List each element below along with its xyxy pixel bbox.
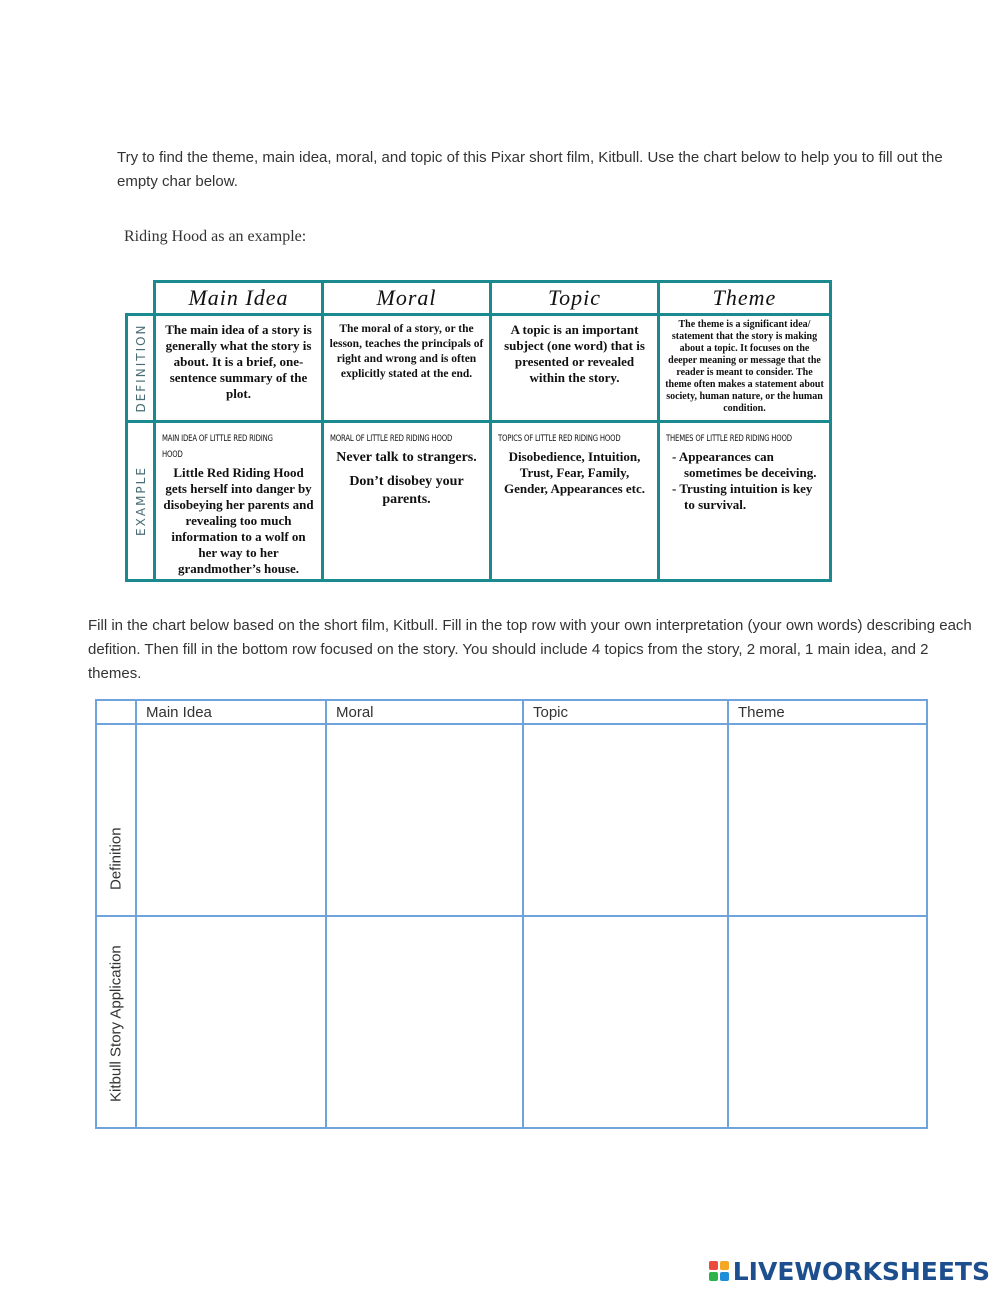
example-header-theme: Theme (659, 282, 831, 315)
example-cell-main-idea (155, 422, 323, 581)
example-definition-main-idea: The main idea of a story is generally what the story is about. It is a brief, one-sentence summary of the plot. (155, 315, 323, 422)
fill-row-label-definition: Definition (96, 724, 136, 916)
example-label-moral: MORAL OF LITTLE RED RIDING HOOD (330, 434, 453, 444)
answer-definition-theme[interactable] (728, 724, 927, 916)
example-moral-line: Never talk to strangers. (336, 450, 477, 465)
example-chart (125, 280, 829, 576)
fill-instructions: Fill in the chart below based on the short film, Kitbull. Fill in the top row with your own interpretation (your own words) describing each defition. Then fill in the bottom row focused on the story. You should include 4 topics from the story, 2 moral, 1 main idea, and 2 themes. (88, 617, 972, 682)
fill-header-topic: Topic (523, 700, 728, 724)
answer-definition-topic[interactable] (523, 724, 728, 916)
intro-instructions: Try to find the theme, main idea, moral, and topic of this Pixar short film, Kitbull. Use the chart below to help you to fill out the empty char below. (117, 149, 943, 190)
example-label-main-idea: MAIN IDEA OF LITTLE RED RIDING HOOD (162, 434, 273, 460)
example-theme-item: - Trusting intuition is key to survival. (672, 481, 813, 512)
example-cell-theme (659, 422, 831, 581)
answer-application-theme[interactable] (728, 916, 927, 1128)
liveworksheets-icon (709, 1261, 729, 1281)
example-cell-topic (491, 422, 659, 581)
example-label-topic: TOPICS OF LITTLE RED RIDING HOOD (498, 434, 621, 444)
example-text-topic: Disobedience, Intuition, Trust, Fear, Family, Gender, Appearances etc. (503, 449, 646, 496)
liveworksheets-logo (709, 1255, 990, 1287)
fill-header-main-idea: Main Idea (136, 700, 326, 724)
fill-corner (96, 700, 136, 724)
example-label-theme: THEMES OF LITTLE RED RIDING HOOD (666, 434, 792, 444)
liveworksheets-wordmark: LIVEWORKSHEETS (732, 1256, 990, 1286)
example-header-topic: Topic (491, 282, 659, 315)
answer-application-topic[interactable] (523, 916, 728, 1128)
example-corner (127, 282, 155, 315)
example-definition-moral: The moral of a story, or the lesson, teaches the principals of right and wrong and is often explicitly stated at the end. (323, 315, 491, 422)
fill-row-label-application: Kitbull Story Application (96, 916, 136, 1128)
example-header-main-idea: Main Idea (155, 282, 323, 315)
example-cell-moral (323, 422, 491, 581)
answer-application-moral[interactable] (326, 916, 523, 1128)
example-header-moral: Moral (323, 282, 491, 315)
fill-in-chart (95, 699, 928, 1129)
answer-application-main-idea[interactable] (136, 916, 326, 1128)
answer-definition-moral[interactable] (326, 724, 523, 916)
example-row-label-definition: DEFINITION (127, 315, 155, 422)
example-theme-item: - Appearances can sometimes be deceiving. (672, 449, 817, 480)
fill-header-theme: Theme (728, 700, 927, 724)
answer-definition-main-idea[interactable] (136, 724, 326, 916)
example-row-label-example: EXAMPLE (127, 422, 155, 581)
example-moral-line: Don’t disobey your parents. (349, 474, 464, 507)
example-definition-topic: A topic is an important subject (one word) that is presented or revealed within the story. (491, 315, 659, 422)
example-definition-theme: The theme is a significant idea/ statement that the story is making about a topic. It focuses on the deeper meaning or message that the reader is meant to consider. The theme often makes a statement about society, human nature, or the human condition. (659, 315, 831, 422)
example-text-main-idea: Little Red Riding Hood gets herself into danger by disobeying her parents and revealing too much information to a wolf on her way to her grandmother’s house. (163, 465, 314, 576)
fill-header-moral: Moral (326, 700, 523, 724)
example-caption: Riding Hood as an example: (124, 228, 307, 245)
